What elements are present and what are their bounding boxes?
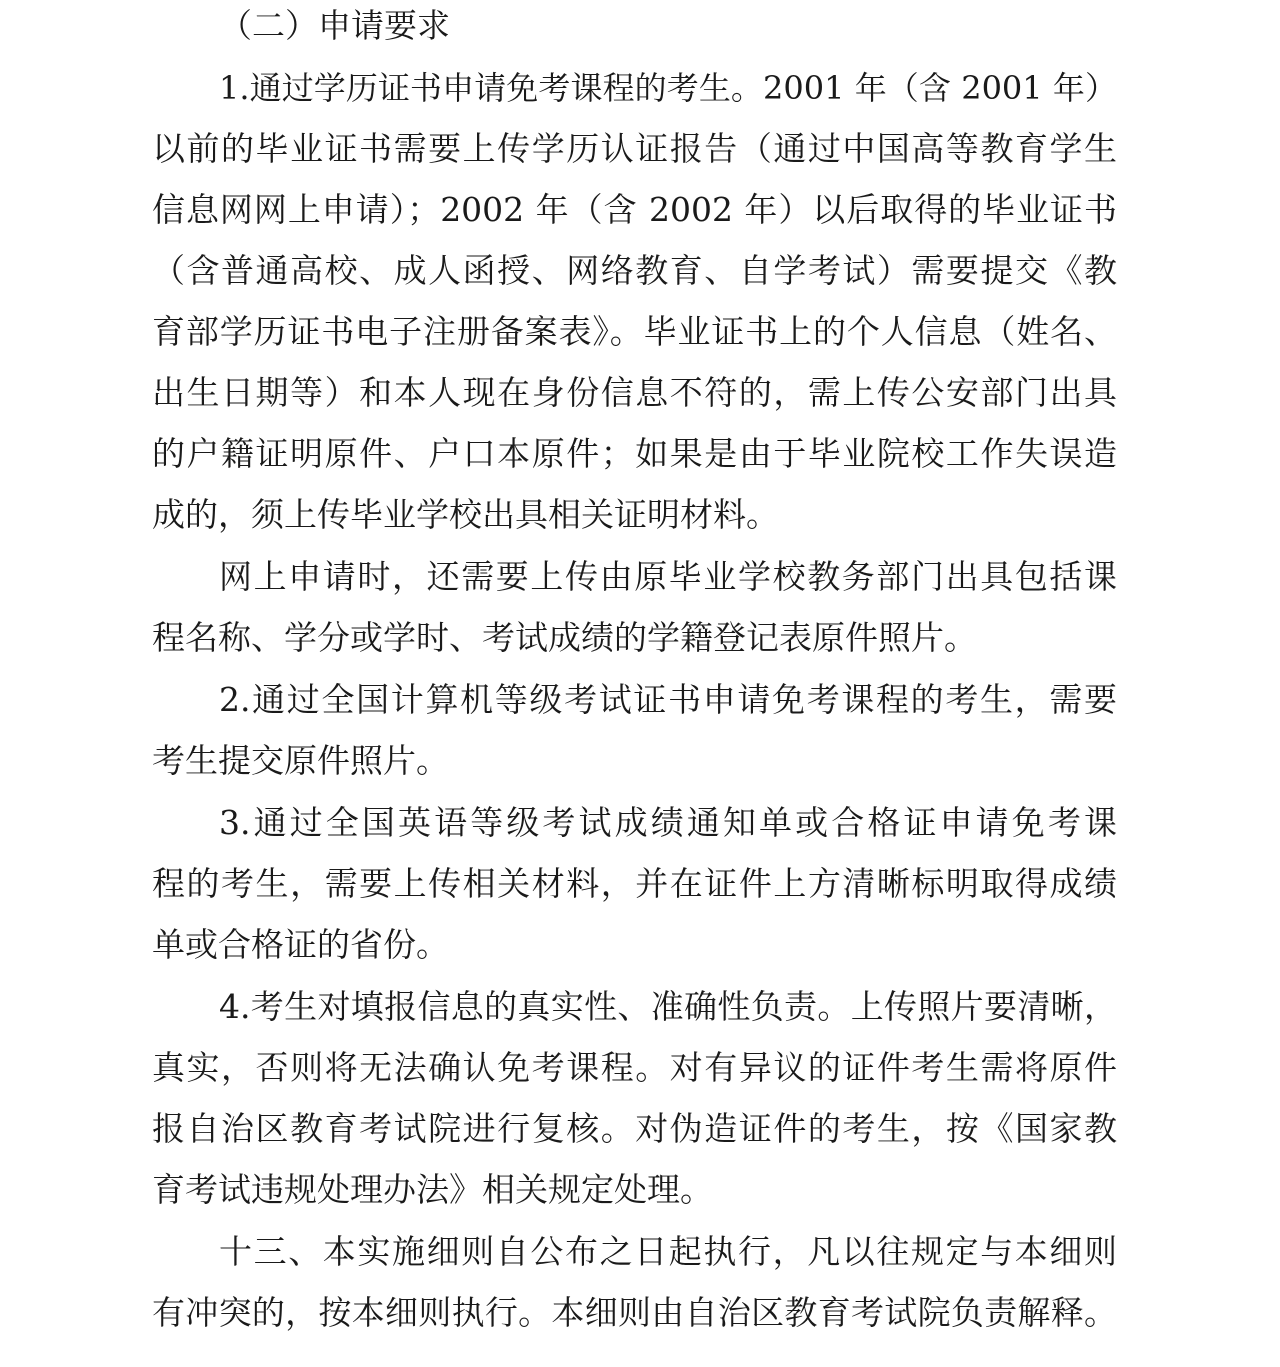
paragraph-line: （含普通高校、成人函授、网络教育、自学考试）需要提交《教 [152,251,1117,290]
paragraph-line: 育部学历证书电子注册备案表》。毕业证书上的个人信息（姓名、 [152,312,1117,351]
paragraph-line: 程名称、学分或学时、考试成绩的学籍登记表原件照片。 [152,618,977,657]
paragraph-line: 程的考生，需要上传相关材料，并在证件上方清晰标明取得成绩 [152,864,1117,903]
paragraph-line: 1.通过学历证书申请免考课程的考生。2001 年（含 2001 年） [219,69,1117,107]
section-heading: （二）申请要求 [219,6,450,45]
paragraph-line: 的户籍证明原件、户口本原件；如果是由于毕业院校工作失误造 [152,434,1117,473]
paragraph-line: 单或合格证的省份。 [152,925,449,964]
paragraph-line: 2.通过全国计算机等级考试证书申请免考课程的考生，需要 [219,680,1117,719]
paragraph-line: 育考试违规处理办法》相关规定处理。 [152,1170,713,1209]
paragraph-line: 3.通过全国英语等级考试成绩通知单或合格证申请免考课 [219,803,1117,842]
paragraph-line: 网上申请时，还需要上传由原毕业学校教务部门出具包括课 [219,557,1117,596]
paragraph-line: 成的，须上传毕业学校出具相关证明材料。 [152,495,779,534]
paragraph-line: 考生提交原件照片。 [152,741,449,780]
paragraph-line: 以前的毕业证书需要上传学历认证报告（通过中国高等教育学生 [152,129,1117,168]
paragraph-line: 真实，否则将无法确认免考课程。对有异议的证件考生需将原件 [152,1048,1117,1087]
paragraph-line: 信息网网上申请）；2002 年（含 2002 年）以后取得的毕业证书 [152,190,1117,229]
paragraph-line: 出生日期等）和本人现在身份信息不符的，需上传公安部门出具 [152,373,1117,412]
paragraph-line: 十三、本实施细则自公布之日起执行，凡以往规定与本细则 [219,1232,1117,1271]
paragraph-line: 有冲突的，按本细则执行。本细则由自治区教育考试院负责解释。 [152,1293,1117,1332]
paragraph-line: 报自治区教育考试院进行复核。对伪造证件的考生，按《国家教 [152,1109,1117,1148]
paragraph-line: 4.考生对填报信息的真实性、准确性负责。上传照片要清晰， [219,987,1117,1026]
